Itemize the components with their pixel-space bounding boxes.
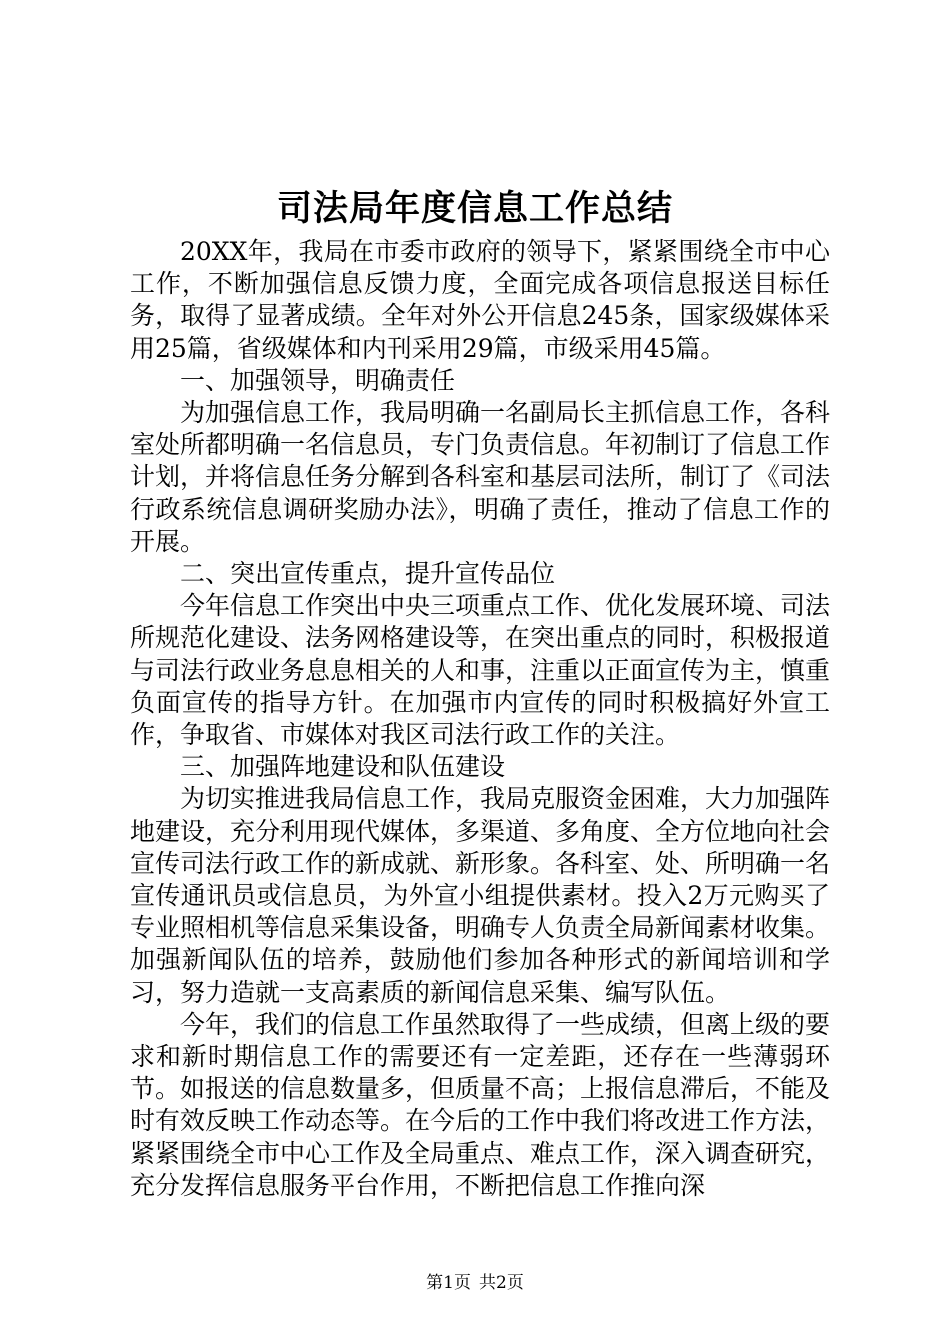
document-body bbox=[130, 236, 830, 1202]
page-total: 共2页 bbox=[479, 1273, 524, 1293]
page-number: 第1页 bbox=[426, 1273, 471, 1293]
section-heading-3: 三、加强阵地建设和队伍建设 bbox=[180, 752, 506, 782]
paragraph-section-1: 为加强信息工作，我局明确一名副局长主抓信息工作，各科室处所都明确一名信息员，专门负责信息。年初制订了信息工作计划，并将信息任务分解到各科室和基层司法所，制订了《司法行政系统信息调研奖励办法》，明确了责任，推动了信息工作的开展。 bbox=[130, 398, 831, 556]
paragraph-section-3: 为切实推进我局信息工作，我局克服资金困难，大力加强阵地建设，充分利用现代媒体，多渠道、多角度、全方位地向社会宣传司法行政工作的新成就、新形象。各科室、处、所明确一名宣传通讯员或信息员，为外宣小组提供素材。投入2万元购买了专业照相机等信息采集设备，明确专人负责全局新闻素材收集。加强新闻队伍的培养，鼓励他们参加各种形式的新闻培训和学习，努力造就一支高素质的新闻信息采集、编写队伍。 bbox=[130, 784, 831, 1007]
page-footer bbox=[0, 1271, 950, 1295]
document-title: 司法局年度信息工作总结 bbox=[276, 188, 673, 229]
paragraph-conclusion: 今年，我们的信息工作虽然取得了一些成绩，但离上级的要求和新时期信息工作的需要还有一定差距，还存在一些薄弱环节。如报送的信息数量多，但质量不高；上报信息滞后，不能及时有效反映工作动态等。在今后的工作中我们将改进工作方法，紧紧围绕全市中心工作及全局重点、难点工作，深入调查研究，充分发挥信息服务平台作用，不断把信息工作推向深 bbox=[130, 1009, 831, 1200]
section-heading-1: 一、加强领导，明确责任 bbox=[180, 365, 456, 395]
section-heading-2: 二、突出宣传重点，提升宣传品位 bbox=[180, 559, 556, 589]
paragraph-section-2: 今年信息工作突出中央三项重点工作、优化发展环境、司法所规范化建设、法务网格建设等，在突出重点的同时，积极报道与司法行政业务息息相关的人和事，注重以正面宣传为主，慎重负面宣传的指导方针。在加强市内宣传的同时积极搞好外宣工作，争取省、市媒体对我区司法行政工作的关注。 bbox=[130, 591, 831, 750]
paragraph-intro: 20XX年，我局在市委市政府的领导下，紧紧围绕全市中心工作，不断加强信息反馈力度，全面完成各项信息报送目标任务，取得了显著成绩。全年对外公开信息245条，国家级媒体采用25篇，省级媒体和内刊采用29篇，市级采用45篇。 bbox=[130, 237, 830, 363]
